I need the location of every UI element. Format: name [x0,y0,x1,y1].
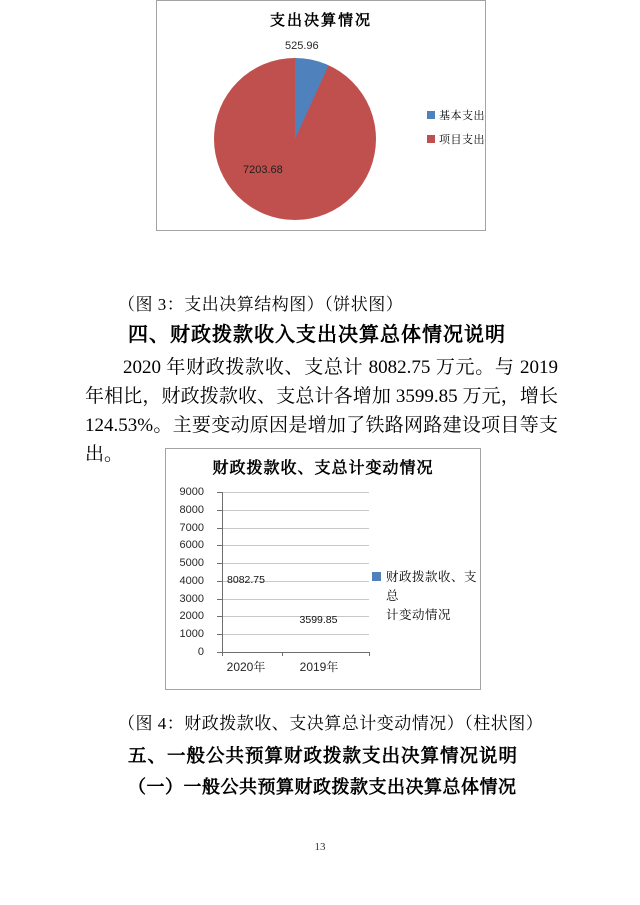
x-axis-label-2020: 2020年 [226,660,266,674]
caption-figure3: （图 3：支出决算结构图）（饼状图） [118,295,404,314]
bar-chart-title: 财政拨款收、支总计变动情况 [212,460,434,477]
gridline [222,652,369,653]
y-axis-tick-label: 8000 [179,503,204,516]
heading-section5: 五、一般公共预算财政拨款支出决算情况说明 [128,745,519,766]
page-number: 13 [314,841,326,853]
legend-item-basic-expenditure [427,107,485,123]
y-axis-tick-label: 3000 [179,592,204,605]
y-axis-tick-label: 4000 [179,574,204,587]
pie-value-label-basic-expenditure: 525.96 [285,40,319,52]
y-axis-tick-label: 7000 [179,521,204,534]
bar-plot-area [222,492,369,652]
caption-figure4: （图 4：财政拨款收、支决算总计变动情况）（柱状图） [118,714,544,733]
heading-section4: 四、财政拨款收入支出决算总体情况说明 [128,324,506,346]
legend-label: 基本支出 [439,110,485,122]
legend-swatch-blue-icon [372,572,381,581]
legend-label-line2: 计变动情况 [386,608,452,622]
y-axis-tick-label: 2000 [179,610,204,623]
legend-swatch-red-icon [427,135,435,143]
legend-label-line1: 财政拨款收、支总 [386,570,478,603]
axis-tick [222,652,223,656]
bar-chart-figure [165,448,481,690]
y-axis-tick-label: 6000 [179,539,204,552]
legend-swatch-blue-icon [427,111,435,119]
pie-chart-figure [156,0,486,231]
x-axis-label-2019: 2019年 [299,660,339,674]
legend-label: 项目支出 [439,134,485,146]
body-paragraph: 2020 年财政拨款收、支总计 8082.75 万元。与 2019 年相比，财政拨款收、支总计各增加 3599.85 万元，增长 124.53%。主要变动原因是增加了铁路网路建设项目等支出。 [85,357,558,465]
pie-graphic [214,58,376,220]
pie-value-label-project-expenditure: 7203.68 [243,164,283,176]
axis-tick [369,652,370,656]
pie-chart-title: 支出决算情况 [269,13,372,29]
bar-2019 [300,588,337,652]
y-axis-tick-label: 9000 [179,486,204,498]
heading-section5-1: （一）一般公共预算财政拨款支出决算总体情况 [128,777,517,797]
pie-legend [427,107,485,147]
bar-y-axis-labels [166,486,214,658]
bar-legend [372,568,480,625]
axis-tick [282,652,283,656]
bar-2020 [227,508,265,652]
legend-label [386,568,480,625]
y-axis-tick-label: 1000 [179,628,204,641]
y-axis-tick-label: 5000 [179,557,204,570]
y-axis-tick-label: 0 [197,646,204,658]
bar-value-label: 3599.85 [299,614,338,626]
legend-item-project-expenditure [427,131,485,147]
bar-value-label: 8082.75 [227,574,265,587]
